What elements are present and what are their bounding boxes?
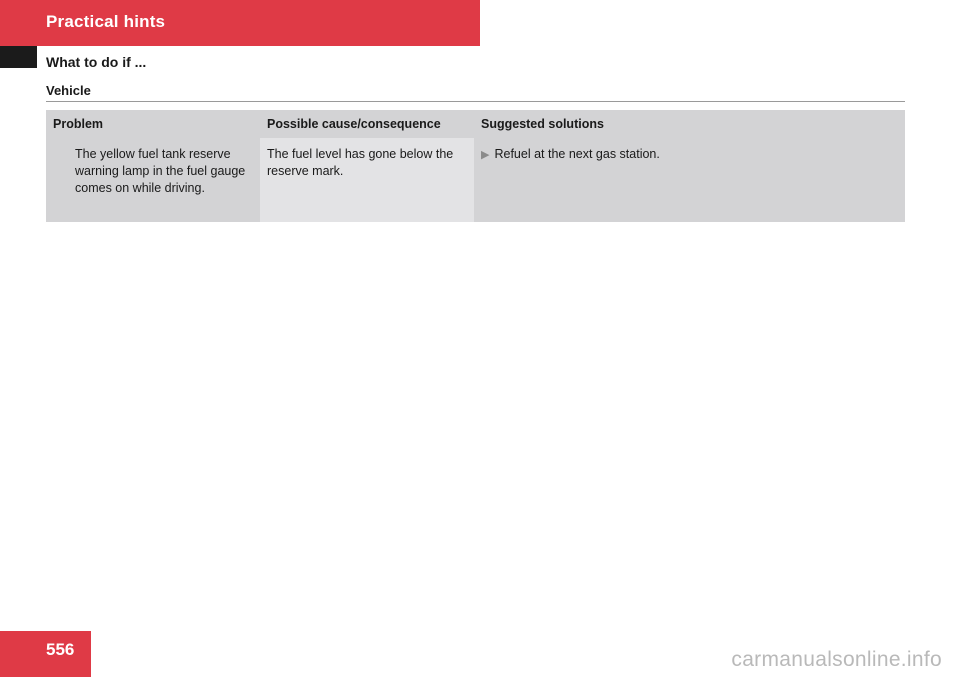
subsection-title: What to do if ... bbox=[46, 54, 147, 70]
caption-divider bbox=[46, 101, 905, 102]
problem-cell: The yellow fuel tank reserve warning lamp in the fuel gauge comes on while driving. bbox=[46, 138, 260, 222]
table-row bbox=[46, 138, 905, 222]
section-title: Practical hints bbox=[46, 12, 166, 31]
table-header-row bbox=[46, 110, 905, 138]
section-marker bbox=[0, 46, 37, 68]
hints-table bbox=[46, 110, 905, 222]
column-header-problem: Problem bbox=[46, 110, 260, 138]
solution-text: Refuel at the next gas station. bbox=[494, 147, 660, 161]
table-caption: Vehicle bbox=[46, 83, 91, 98]
watermark: carmanualsonline.info bbox=[731, 648, 942, 671]
cause-cell: The fuel level has gone below the reserve mark. bbox=[260, 138, 474, 222]
triangle-right-icon: ▶ bbox=[481, 149, 490, 161]
column-header-cause: Possible cause/consequence bbox=[260, 110, 474, 138]
solution-cell bbox=[474, 138, 905, 222]
page-number: 556 bbox=[46, 640, 75, 659]
column-header-solution: Suggested solutions bbox=[474, 110, 905, 138]
